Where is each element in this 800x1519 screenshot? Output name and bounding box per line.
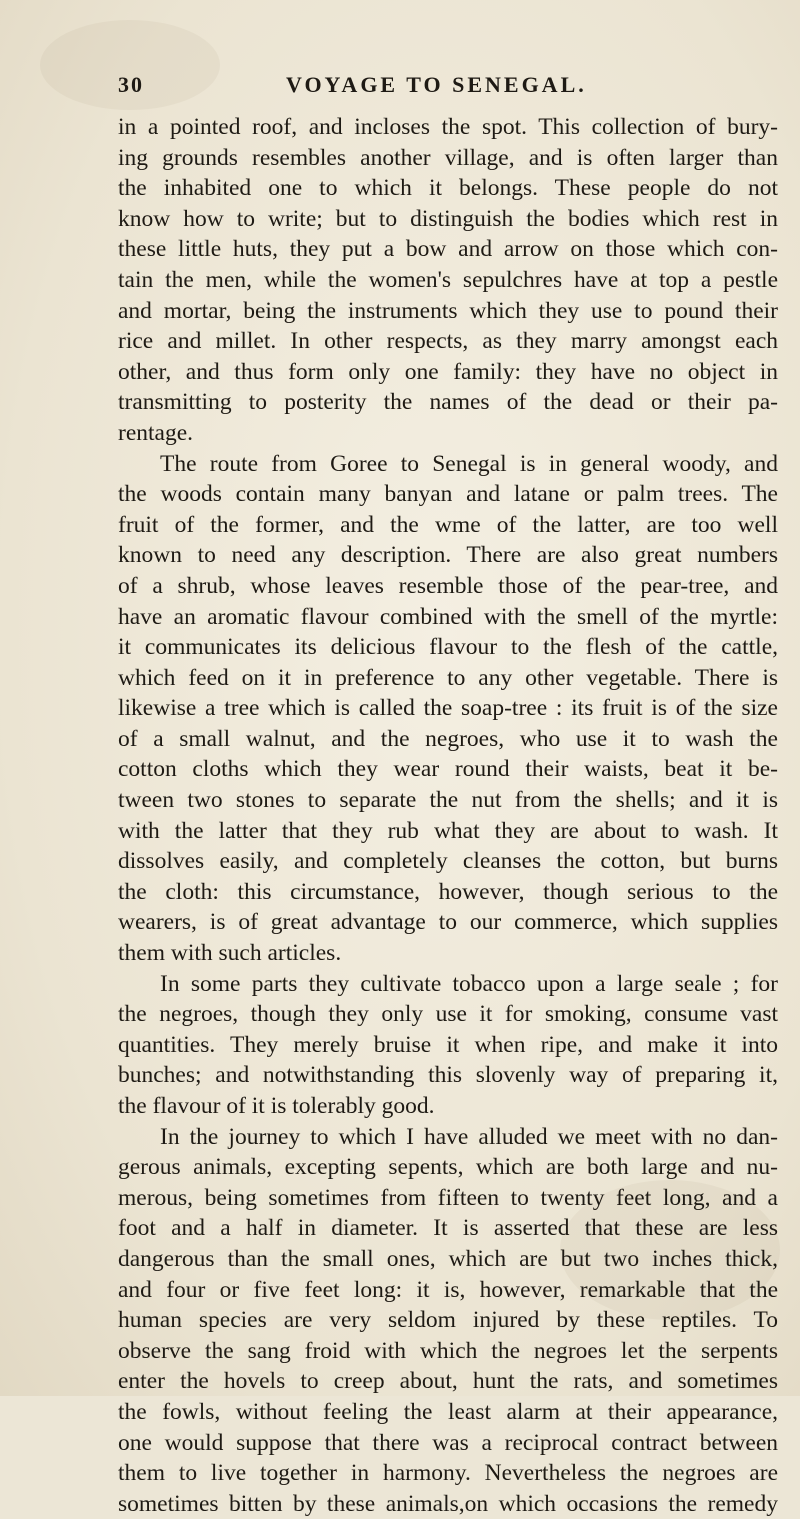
text-line: bunches; and notwithstanding this slovenly way of preparing it,	[118, 1062, 778, 1089]
text-line: and four or five feet long: it is, however, remarkable that the	[118, 1276, 778, 1303]
text-line: In some parts they cultivate tobacco upon a large seale ; for	[160, 970, 778, 997]
text-line: sometimes bitten by these animals,on which occasions the remedy	[118, 1490, 778, 1517]
text-line: in a pointed roof, and incloses the spot. This collection of bury-	[118, 114, 778, 140]
text-line: ing grounds resembles another village, and is often larger than	[118, 144, 778, 171]
text-line: observe the sang froid with which the negroes let the serpents	[118, 1337, 778, 1364]
text-line: In the journey to which I have alluded we meet with no dan-	[160, 1123, 778, 1150]
text-line: enter the hovels to creep about, hunt the rats, and sometimes	[118, 1368, 778, 1395]
text-line: them to live together in harmony. Nevertheless the negroes are	[118, 1460, 778, 1487]
text-line: them with such articles.	[118, 940, 342, 967]
text-line: know how to write; but to distinguish the bodies which rest in	[118, 205, 778, 232]
text-line: the fowls, without feeling the least alarm at their appearance,	[118, 1398, 778, 1425]
text-line: with the latter that they rub what they are about to wash. It	[118, 817, 778, 844]
text-line: foot and a half in diameter. It is asserted that these are less	[118, 1215, 778, 1242]
text-line: dissolves easily, and completely cleanses the cotton, but burns	[118, 848, 778, 875]
text-line: of a small walnut, and the negroes, who use it to wash the	[118, 725, 778, 752]
text-line: wearers, is of great advantage to our commerce, which supplies	[118, 909, 778, 936]
text-line: known to need any description. There are also great numbers	[118, 542, 778, 569]
text-line: have an aromatic flavour combined with the smell of the myrtle:	[118, 603, 778, 630]
text-line: merous, being sometimes from fifteen to twenty feet long, and a	[118, 1184, 778, 1211]
body-text	[118, 112, 778, 1519]
running-title: VOYAGE TO SENEGAL.	[286, 72, 587, 97]
text-line: these little huts, they put a bow and arrow on those which con-	[118, 236, 778, 263]
text-line: transmitting to posterity the names of the dead or their pa-	[118, 389, 778, 416]
text-line: fruit of the former, and the wme of the latter, are too well	[118, 511, 778, 538]
text-line: one would suppose that there was a reciprocal contract between	[118, 1429, 778, 1456]
text-line: the negroes, though they only use it for smoking, consume vast	[118, 1001, 778, 1028]
text-line: it communicates its delicious flavour to the flesh of the cattle,	[118, 634, 778, 661]
text-line: quantities. They merely bruise it when ripe, and make it into	[118, 1031, 778, 1058]
running-head	[118, 72, 740, 102]
text-line: the flavour of it is tolerably good.	[118, 1093, 435, 1119]
text-line: rentage.	[118, 419, 194, 446]
text-line: the cloth: this circumstance, however, though serious to the	[118, 878, 778, 905]
text-line: gerous animals, excepting sepents, which are both large and nu-	[118, 1154, 778, 1181]
text-line: of a shrub, whose leaves resemble those of the pear-tree, and	[118, 572, 778, 599]
text-line: other, and thus form only one family: they have no object in	[118, 358, 778, 385]
page-number: 30	[118, 72, 144, 97]
text-line: tain the men, while the women's sepulchres have at top a pestle	[118, 266, 778, 293]
text-line: which feed on it in preference to any other vegetable. There is	[118, 664, 778, 691]
text-line: the inhabited one to which it belongs. These people do not	[118, 175, 778, 202]
text-line: human species are very seldom injured by these reptiles. To	[118, 1307, 778, 1334]
text-line: rice and millet. In other respects, as they marry amongst each	[118, 328, 778, 355]
text-line: the woods contain many banyan and latane or palm trees. The	[118, 481, 778, 508]
text-line: The route from Goree to Senegal is in general woody, and	[160, 450, 778, 477]
text-line: likewise a tree which is called the soap-tree : its fruit is of the size	[118, 695, 778, 722]
text-line: and mortar, being the instruments which they use to pound their	[118, 297, 778, 324]
text-line: cotton cloths which they wear round their waists, beat it be-	[118, 756, 778, 783]
text-line: tween two stones to separate the nut from the shells; and it is	[118, 787, 778, 814]
text-line: dangerous than the small ones, which are but two inches thick,	[118, 1245, 778, 1272]
